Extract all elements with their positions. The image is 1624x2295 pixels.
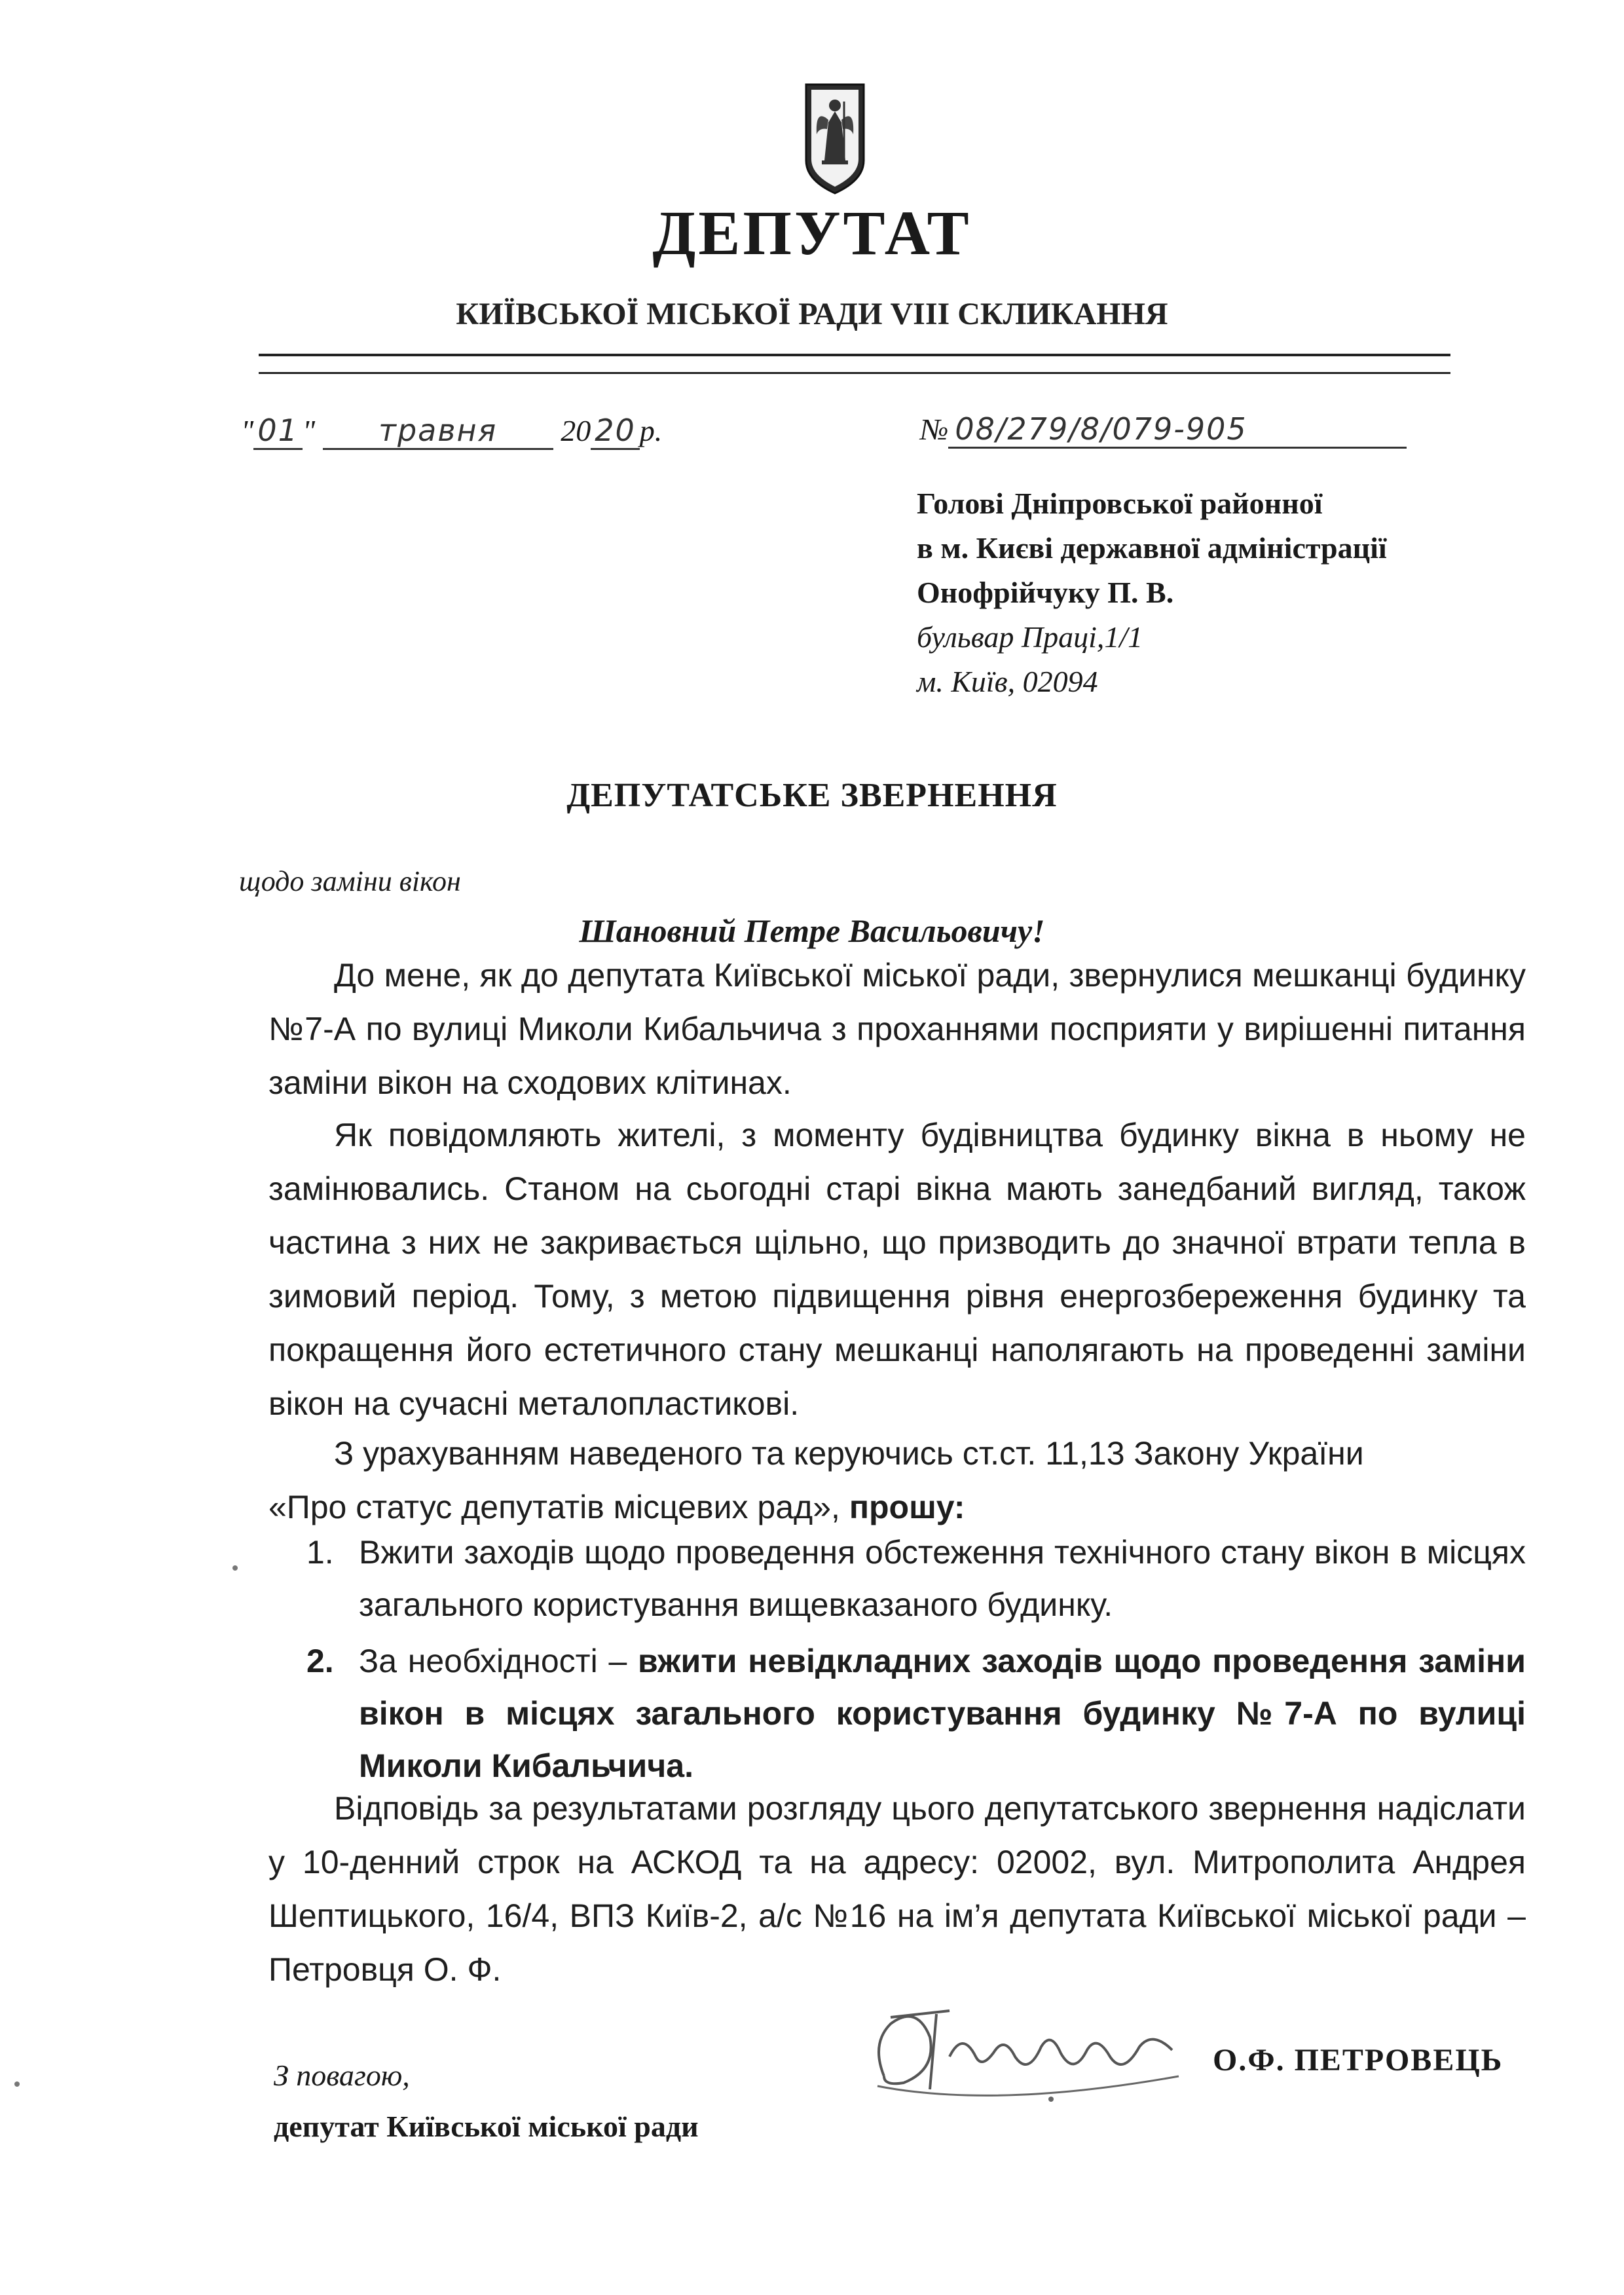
- document-title: ДЕПУТАТСЬКЕ ЗВЕРНЕННЯ: [566, 777, 1058, 814]
- law-reference: «Про статус депутатів місцевих рад»,: [268, 1489, 840, 1525]
- handwritten-signature: [864, 1978, 1205, 2122]
- kyiv-coat-of-arms-icon: [802, 82, 868, 196]
- addressee-city: м. Київ, 02094: [917, 665, 1098, 698]
- addressee-line2: в м. Києві державної адміністрації: [917, 531, 1387, 565]
- paragraph-1: До мене, як до депутата Київської міської ради, звернулися мешканці будинку №7-А по вулиці Миколи Кибальчича з проханнями посприяти у вирішенні питання заміни вікон на сходових клітинах.: [268, 957, 1526, 1101]
- addressee-line1: Голові Дніпровської районної: [917, 487, 1323, 520]
- document-number-value: 08/279/8/079-905: [948, 411, 1407, 449]
- request-list: [306, 1526, 1526, 1792]
- date-year-suffix: 20: [591, 413, 640, 450]
- list-item: 2. За необхідності – вжити невідкладних заходів щодо проведення заміни вікон в місцях загального користування будинку №7-А по вулиці Миколи Кибальчича.: [306, 1643, 1526, 1784]
- letterhead-subtitle: КИЇВСЬКОЇ МІСЬКОЇ РАДИ VIII СКЛИКАННЯ: [456, 297, 1168, 331]
- list-item: 1. Вжити заходів щодо проведення обстеження технічного стану вікон в місцях загального користування вищевказаного будинку.: [306, 1534, 1526, 1623]
- document-number: № 08/279/8/079-905: [920, 411, 1407, 449]
- closing-regards: З повагою,: [274, 2059, 410, 2092]
- addressee-name: Онофрійчуку П. В.: [917, 576, 1174, 609]
- letterhead-rule-top: [259, 354, 1450, 356]
- date-month: травня: [323, 413, 553, 450]
- paragraph-4: Відповідь за результатами розгляду цього депутатського звернення надіслати у 10-денний строк на АСКОД та на адресу: 02002, вул. Митрополита Андрея Шептицького, 16/4, ВПЗ Київ-2, а/с №16 на ім’я депутата Київської міської ради – Петровця О. Ф.: [268, 1790, 1526, 1988]
- request-word: прошу:: [849, 1489, 965, 1525]
- date-day: 01: [253, 413, 303, 450]
- addressee-block: [917, 481, 1387, 704]
- paragraph-2: Як повідомляють жителі, з моменту будівництва будинку вікна в ньому не замінювались. Станом на сьогодні старі вікна мають занедбаний вигляд, також частина з них не закривається щільно, що призводить до значної втрати тепла в зимовий період. Тому, з метою підвищення рівня енергозбереження будинку та покращення його естетичного стану мешканці наполягають на проведенні заміни вікон на сучасні металопластикові.: [268, 1117, 1526, 1422]
- scan-mark: [14, 2081, 20, 2087]
- paragraph-3: З урахуванням наведеного та керуючись ст.ст. 11,13 Закону України «Про статус депутатів місцевих рад», прошу:: [268, 1435, 1364, 1525]
- letterhead-rule-bottom: [259, 372, 1450, 374]
- salutation: Шановний Петре Васильовичу!: [579, 912, 1045, 949]
- addressee-street: бульвар Праці,1/1: [917, 620, 1143, 654]
- closing-position: депутат Київської міської ради: [274, 2110, 699, 2143]
- document-date: " 01 " травня 20 20 р.: [241, 413, 662, 450]
- document-subject: щодо заміни вікон: [239, 865, 461, 897]
- date-year-prefix: 20: [561, 414, 591, 447]
- scan-mark: [232, 1565, 238, 1571]
- signer-name: О.Ф. ПЕТРОВЕЦЬ: [1213, 2043, 1504, 2078]
- letterhead-title: ДЕПУТАТ: [652, 198, 972, 268]
